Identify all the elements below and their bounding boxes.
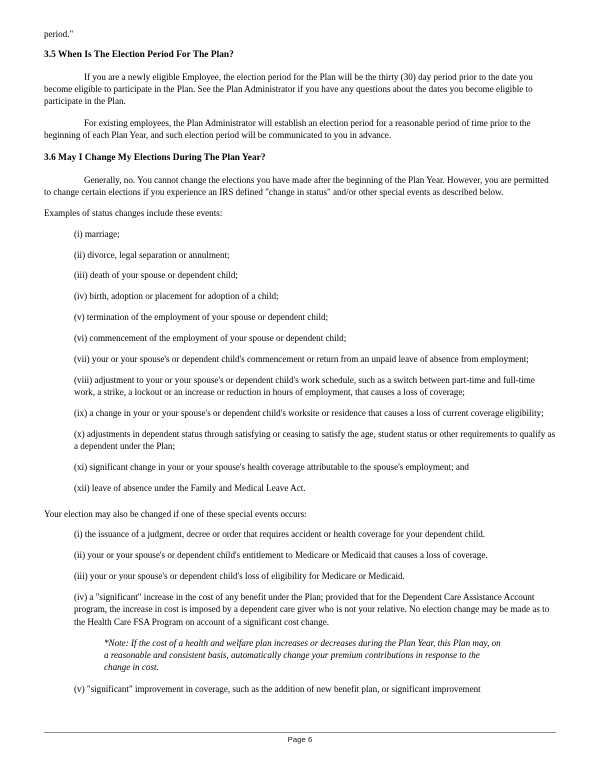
list-item: (viii) adjustment to your or your spouse's or dependent child's work schedule, such as a switch between part-time and full-time work, a strike, a lockout or an increase or reduction in hours of employment, that causes a loss of coverage; — [74, 374, 535, 398]
note-block-cost-change: *Note: If the cost of a health and welfare plan increases or decreases during the Plan Year, this Plan may, on a reasonable and consistent basis, automatically change your premium contributions in response to the change in cost. — [104, 637, 501, 673]
lead-in-status-change-examples: Examples of status changes include these events: — [44, 208, 223, 219]
list-item: (ix) a change in your or your spouse's or dependent child's worksite or residence that causes a loss of current coverage eligibility; — [74, 407, 544, 418]
page-footer — [44, 732, 556, 754]
list-item: (iv) a "significant" increase in the cost of any benefit under the Plan; provided that for the Dependent Care Assistance Account program, the increase in cost is imposed by a dependent care giver who is not your relative. No election change may be made as to the Health Care FSA Program on account of a significant cost change. — [74, 591, 550, 627]
paragraph-new-employee-election-period: If you are a newly eligible Employee, the election period for the Plan will be the thirty (30) day period prior to the date you become eligible to participate in the Plan. See the Plan Administrator if you have any questions about the dates you become eligible to participate in the Plan. — [44, 71, 533, 107]
list-item: (xii) leave of absence under the Family and Medical Leave Act. — [74, 482, 306, 493]
page-number: Page 6 — [287, 735, 313, 744]
list-item: (x) adjustments in dependent status through satisfying or ceasing to satisfy the age, student status or other requirements to qualify as a dependent under the Plan; — [74, 428, 556, 452]
document-text-body — [44, 28, 556, 695]
list-item: (i) the issuance of a judgment, decree or order that requires accident or health coverage for your dependent child. — [74, 529, 486, 540]
list-item: (i) marriage; — [74, 228, 120, 239]
lead-in-special-events: Your election may also be changed if one of these special events occurs: — [44, 509, 307, 520]
list-item: (iv) birth, adoption or placement for adoption of a child; — [74, 291, 279, 302]
list-item: (vi) commencement of the employment of your spouse or dependent child; — [74, 333, 347, 343]
list-item: (vii) your or your spouse's or dependent child's commencement or return from an unpaid leave of absence from employment; — [74, 353, 529, 364]
list-item: (v) "significant" improvement in coverage, such as the addition of new benefit plan, or significant improvement — [74, 683, 481, 694]
section-heading-3-5: 3.5 When Is The Election Period For The Plan? — [44, 50, 234, 61]
list-item: (ii) divorce, legal separation or annulment; — [74, 249, 230, 260]
footer-divider — [44, 732, 556, 733]
paragraph-change-elections-general: Generally, no. You cannot change the elections you have made after the beginning of the Plan Year. However, you are permitted to change certain elections if you experience an IRS defined "change in status" and/or other special events as described below. — [44, 174, 549, 198]
list-item: (ii) your or your spouse's or dependent child's entitlement to Medicare or Medicaid that causes a loss of coverage. — [74, 550, 488, 561]
paragraph-existing-employee-election-period: For existing employees, the Plan Administrator will establish an election period for a reasonable period of time prior to the beginning of each Plan Year, and such election period will be communicated to you in advance. — [44, 117, 531, 141]
list-item: (v) termination of the employment of your spouse or dependent child; — [74, 312, 329, 323]
list-item: (xi) significant change in your or your spouse's health coverage attributable to the spouse's employment; and — [74, 461, 469, 472]
paragraph-continuation: period." — [44, 29, 74, 39]
list-item: (iii) death of your spouse or dependent child; — [74, 270, 238, 281]
section-heading-3-6: 3.6 May I Change My Elections During The Plan Year? — [44, 153, 266, 164]
list-item: (iii) your or your spouse's or dependent child's loss of eligibility for Medicare or Medicaid. — [74, 571, 405, 582]
